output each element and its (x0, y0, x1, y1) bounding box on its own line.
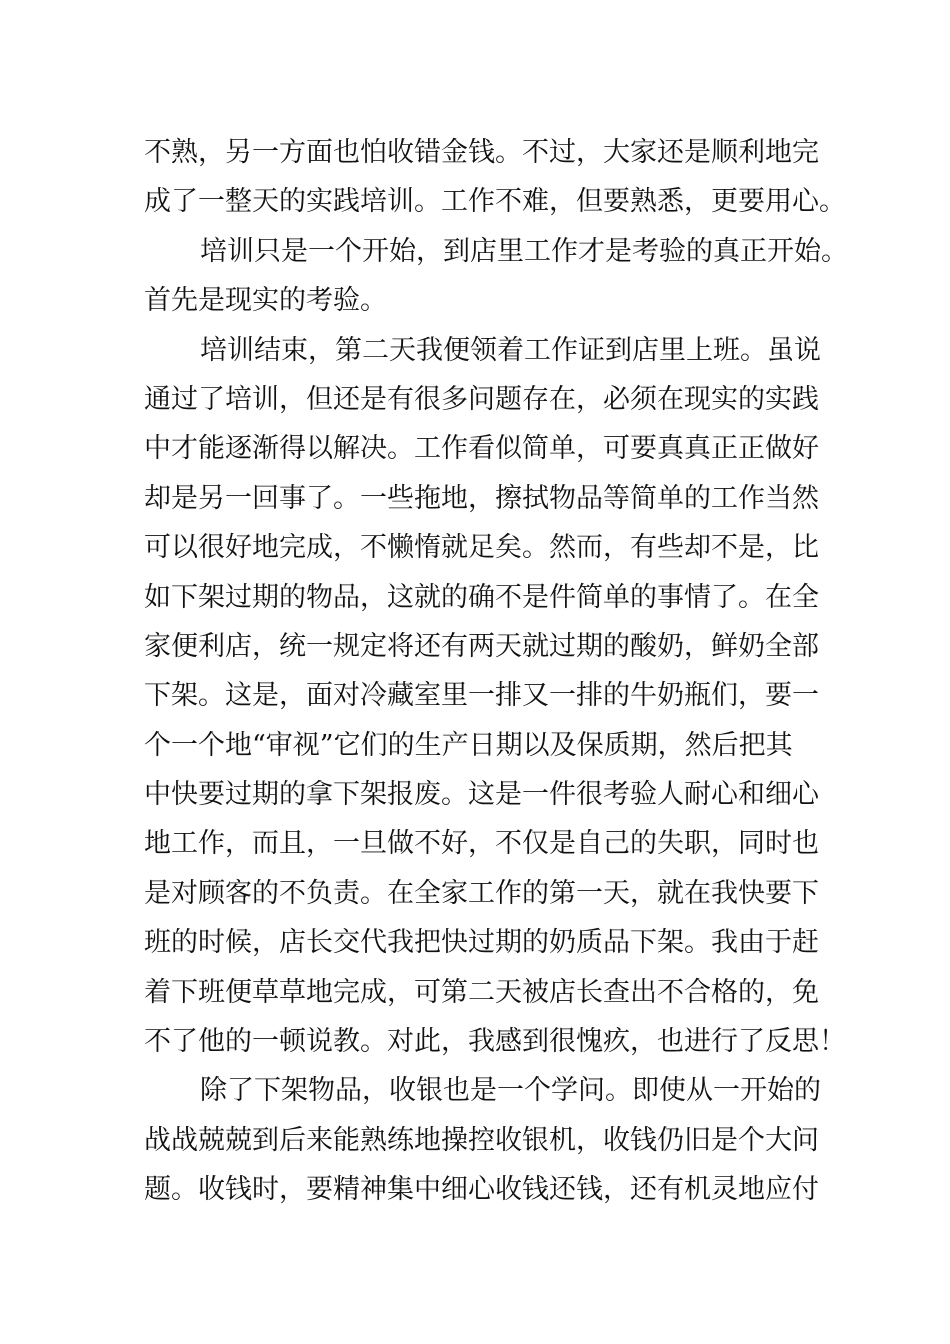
text-line: 培训结束，第二天我便领着工作证到店里上班。虽说 (200, 334, 821, 366)
paragraph (144, 326, 864, 1067)
text-line: 班的时候，店长交代我把快过期的奶质品下架。我由于赶 (144, 927, 819, 959)
text-line: 成了一整天的实践培训。工作不难，但要熟悉，更要用心。 (144, 186, 846, 218)
text-line: 培训只是一个开始，到店里工作才是考验的真正开始。 (200, 235, 848, 267)
text-line: 下架。这是，面对冷藏室里一排又一排的牛奶瓶们，要一 (144, 680, 819, 712)
paragraph (144, 227, 864, 326)
paragraph (144, 1066, 864, 1214)
text-line: 个一个地“审视”它们的生产日期以及保质期，然后把其 (144, 729, 793, 761)
text-line: 可以很好地完成，不懒惰就足矣。然而，有些却不是，比 (144, 532, 819, 564)
text-line: 首先是现实的考验。 (144, 285, 387, 317)
paragraph (144, 128, 864, 227)
text-line: 如下架过期的物品，这就的确不是件简单的事情了。在全 (144, 581, 819, 613)
text-line: 中才能逐渐得以解决。工作看似简单，可要真真正正做好 (144, 433, 819, 465)
text-line: 不熟，另一方面也怕收错金钱。不过，大家还是顺利地完 (144, 137, 819, 168)
document-body (144, 128, 864, 1215)
text-line: 地工作，而且，一旦做不好，不仅是自己的失职，同时也 (144, 828, 819, 860)
text-line: 战战兢兢到后来能熟练地操控收银机，收钱仍旧是个大问 (144, 1124, 819, 1156)
text-line: 却是另一回事了。一些拖地，擦拭物品等简单的工作当然 (144, 482, 819, 514)
text-line: 家便利店，统一规定将还有两天就过期的酸奶，鲜奶全部 (144, 630, 819, 662)
text-line: 除了下架物品，收银也是一个学问。即使从一开始的 (200, 1075, 821, 1107)
text-line: 题。收钱时，要精神集中细心收钱还钱，还有机灵地应付 (144, 1174, 819, 1206)
text-line: 通过了培训，但还是有很多问题存在，必须在现实的实践 (144, 383, 819, 415)
text-line: 中快要过期的拿下架报废。这是一件很考验人耐心和细心 (144, 779, 819, 811)
text-line: 着下班便草草地完成，可第二天被店长查出不合格的，免 (144, 976, 819, 1008)
text-line: 不了他的一顿说教。对此，我感到很愧疚，也进行了反思！ (144, 1026, 846, 1058)
text-line: 是对顾客的不负责。在全家工作的第一天，就在我快要下 (144, 877, 819, 909)
